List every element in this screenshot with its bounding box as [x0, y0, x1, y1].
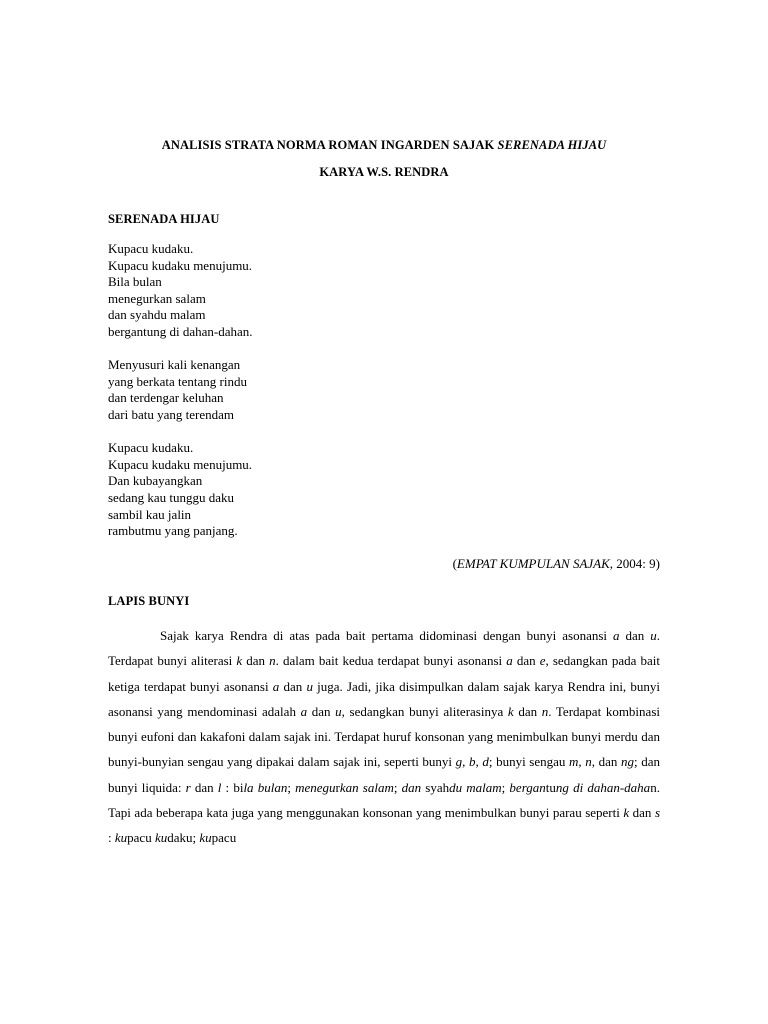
- paragraph-segment: juga. Jadi, jika disimpulkan dalam sajak karya Rendra ini, bunyi asonansi yang mendominasi adalah: [108, 678, 660, 719]
- poem-line: rambutmu yang panjang.: [108, 523, 238, 539]
- paragraph-segment: daku;: [167, 829, 200, 845]
- paragraph-segment: , sedangkan pada bait ketiga terdapat bunyi asonansi: [108, 653, 660, 694]
- poem-line: Kupacu kudaku menujumu.: [108, 257, 253, 273]
- paragraph-segment: g, b, d: [455, 754, 489, 770]
- page-title-line2: KARYA W.S. RENDRA: [319, 165, 449, 179]
- poem-line: Kupacu kudaku.: [108, 241, 194, 256]
- paragraph-segment: n: [269, 653, 276, 669]
- paragraph-segment: a: [506, 653, 513, 669]
- poem-heading: SERENADA HIJAU: [108, 212, 220, 226]
- paragraph-segment: . dalam bait kedua terdapat bunyi asonansi: [275, 653, 507, 669]
- document-body: [108, 132, 660, 850]
- paragraph-segment: n: [541, 703, 549, 719]
- paragraph-segment: dan: [279, 678, 307, 694]
- poem-line: yang berkata tentang rindu: [108, 373, 247, 389]
- paragraph-segment: : bi: [221, 779, 244, 795]
- paragraph-segment: syah: [421, 779, 450, 795]
- paragraph-segment: e: [539, 653, 546, 669]
- poem-line: Dan kubayangkan: [108, 473, 203, 489]
- paragraph-segment: menegu: [295, 779, 336, 795]
- poem-line: dan terdengar keluhan: [108, 390, 224, 406]
- paragraph-segment: Sajak karya Rendra di atas pada bait pertama didominasi dengan bunyi asonansi: [160, 628, 613, 644]
- paragraph-segment: dan: [401, 779, 422, 795]
- poem-line: sedang kau tunggu daku: [108, 489, 235, 505]
- paragraph-segment: ;: [393, 779, 402, 795]
- paragraph-segment: m, n: [569, 754, 592, 770]
- citation-title: EMPAT KUMPULAN SAJAK: [456, 556, 610, 572]
- paragraph-segment: dan: [307, 703, 336, 719]
- analysis-paragraph: [108, 623, 660, 850]
- paragraph-segment: ng: [621, 754, 635, 770]
- paragraph-segment: u: [335, 703, 342, 719]
- paragraph-segment: ku: [154, 829, 168, 845]
- poem-line: bergantung di dahan-dahan.: [108, 323, 253, 339]
- poem-stanza: [108, 241, 660, 341]
- paragraph-segment: s: [654, 804, 660, 820]
- paragraph-segment: , dan: [591, 754, 622, 770]
- paragraph-segment: ; dan bunyi liquida:: [108, 754, 661, 795]
- paragraph-segment: ng: [555, 779, 569, 795]
- paragraph-segment: bergan: [509, 779, 546, 795]
- paragraph-segment: dan: [619, 628, 651, 644]
- page-title-line1-italic: SERENADA HIJAU: [497, 138, 607, 152]
- poem-line: dan syahdu malam: [108, 307, 206, 323]
- paragraph-segment: ku: [114, 829, 128, 845]
- paragraph-segment: n: [650, 779, 657, 795]
- paragraph-segment: u: [306, 678, 313, 694]
- poem-stanza: [108, 440, 660, 540]
- paragraph-segment: a: [300, 703, 308, 719]
- poem-line: Kupacu kudaku menujumu.: [108, 456, 253, 472]
- poem-line: menegurkan salam: [108, 290, 206, 306]
- page-title: [108, 132, 660, 186]
- paragraph-segment: l: [217, 779, 222, 795]
- citation-open-paren: (: [452, 556, 457, 572]
- paragraph-segment: tu: [545, 779, 556, 795]
- paragraph-segment: . Terdapat kombinasi bunyi eufoni dan kakafoni dalam sajak ini. Terdapat huruf konsonan yang menimbulkan bunyi merdu dan bunyi-bunyian sengau yang dipakai dalam sajak ini, seperti bunyi: [108, 703, 660, 770]
- paragraph-segment: la bulan: [243, 779, 288, 795]
- poem-stanza: [108, 357, 660, 423]
- poem-line: sambil kau jalin: [108, 506, 192, 522]
- section-heading-lapis-bunyi: LAPIS BUNYI: [108, 594, 190, 609]
- citation-rest: , 2004: 9): [609, 556, 660, 572]
- paragraph-segment: dan: [513, 703, 542, 719]
- paragraph-segment: a: [272, 678, 280, 694]
- paragraph-segment: dahan-daha: [587, 779, 651, 795]
- poem-line: Kupacu kudaku.: [108, 440, 194, 456]
- paragraph-segment: :: [108, 829, 115, 845]
- paragraph-segment: ku: [199, 829, 212, 845]
- paragraph-segment: du malam: [449, 779, 502, 795]
- paragraph-segment: ; bunyi sengau: [488, 754, 570, 770]
- paragraph-segment: ;: [501, 779, 510, 795]
- paragraph-segment: dan: [629, 804, 655, 820]
- poem-line: dari batu yang terendam: [108, 406, 234, 422]
- poem-line: Bila bulan: [108, 274, 162, 290]
- poem-line: Menyusuri kali kenangan: [108, 357, 241, 373]
- paragraph-segment: k: [623, 804, 630, 820]
- poem-source-citation: [108, 556, 660, 572]
- paragraph-segment: r: [185, 779, 191, 795]
- paragraph-segment: k: [236, 653, 243, 669]
- paragraph-segment: pacu: [211, 829, 237, 845]
- paragraph-segment: di: [573, 779, 584, 795]
- paragraph-segment: dan: [190, 779, 218, 795]
- paragraph-segment: a: [613, 628, 620, 644]
- paragraph-segment: . Tapi ada beberapa kata juga yang menggunakan konsonan yang menimbulkan bunyi parau seperti: [108, 779, 660, 820]
- page-title-line1-prefix: ANALISIS STRATA NORMA ROMAN INGARDEN SAJAK: [161, 138, 498, 152]
- paragraph-segment: dan: [242, 653, 270, 669]
- paragraph-segment: ;: [287, 779, 296, 795]
- paragraph-segment: k: [507, 703, 514, 719]
- poem-text: [108, 241, 660, 540]
- paragraph-segment: r: [335, 779, 340, 795]
- paragraph-segment: pacu: [127, 829, 155, 845]
- paragraph-segment: u: [650, 628, 657, 644]
- paragraph-segment: . Terdapat bunyi aliterasi: [108, 628, 660, 669]
- paragraph-segment: dan: [512, 653, 540, 669]
- paragraph-segment: , sedangkan bunyi aliterasinya: [341, 703, 508, 719]
- paragraph-segment: kan salam: [339, 779, 394, 795]
